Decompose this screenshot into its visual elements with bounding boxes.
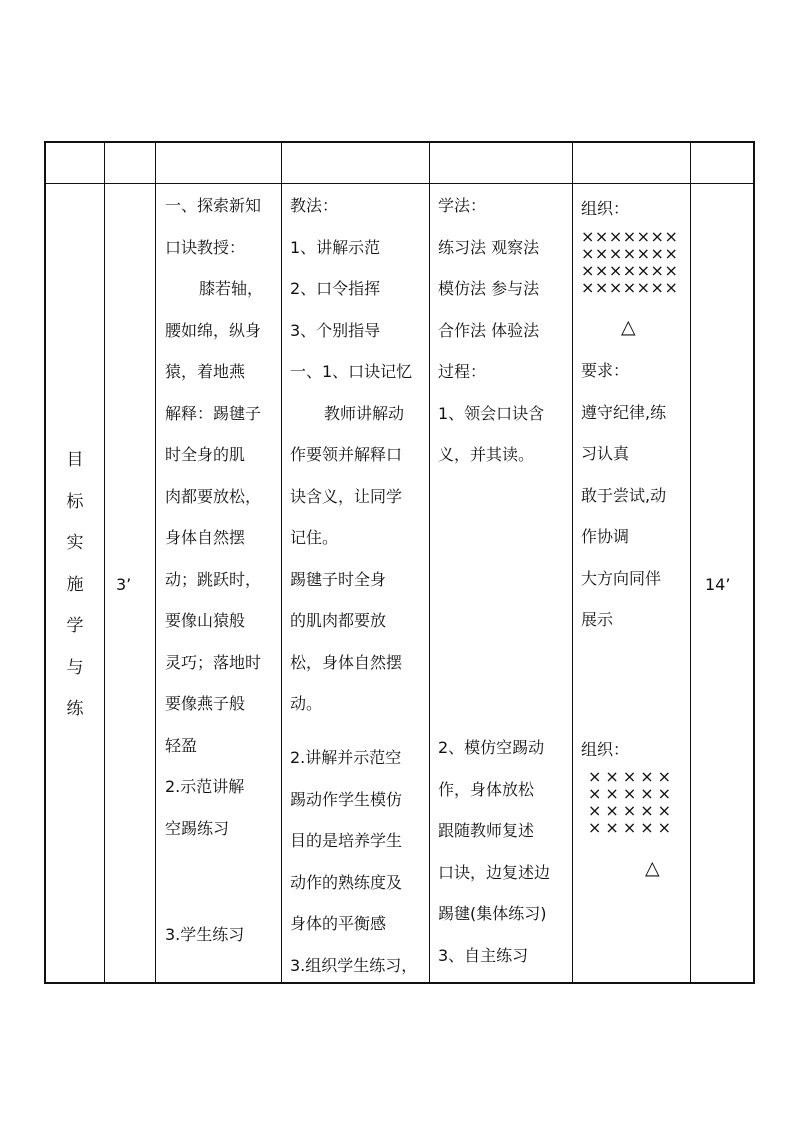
content-practice: 3.学生练习: [165, 925, 245, 944]
section-label-char: 施: [66, 574, 84, 595]
teacher-column: [290, 185, 412, 725]
section-label: [60, 440, 90, 731]
content-title: 一、探索新知: [165, 196, 262, 215]
student-line: 过程：: [438, 362, 487, 381]
requirement-line: 遵守纪律,练: [581, 402, 667, 422]
content-line: 要像燕子般: [165, 694, 246, 713]
col-divider-5: [572, 141, 573, 984]
teacher-line: 2、口令指挥: [290, 279, 381, 298]
teacher-line: 3、个别指导: [290, 320, 381, 340]
teacher-line: 动作的熟练度及: [290, 872, 403, 892]
section-label-char: 实: [66, 533, 84, 553]
requirement-line: 作协调: [581, 527, 630, 546]
content-line: 轻盈: [165, 735, 198, 755]
teacher-line: 作要领并解释口: [290, 445, 403, 464]
formation-row: ×××××××: [581, 244, 679, 263]
content-column: [165, 185, 263, 849]
teacher-line: 2.讲解并示范空: [290, 748, 402, 767]
teacher-line: 诀含义，让同学: [290, 486, 403, 506]
teacher-line: 松，身体自然摆: [290, 652, 403, 672]
col-divider-2: [155, 141, 156, 984]
student-formation: [581, 228, 678, 296]
content-line: 肉都要放松，: [165, 486, 262, 506]
teacher-line: 教法：: [290, 196, 339, 215]
content-line: 解释：踢毽子: [165, 403, 262, 423]
time-cell: 3’: [116, 575, 132, 594]
requirement-line: 大方向同伴: [581, 568, 662, 588]
content-line: 动；跳跃时，: [165, 569, 262, 589]
teacher-line: 记住。: [290, 528, 339, 547]
col-divider-4: [429, 141, 430, 984]
content-line: 腰如绵，纵身: [165, 320, 262, 340]
teacher-line: 一、1、口诀记忆: [290, 362, 413, 381]
teacher-position-mark: △: [621, 316, 636, 338]
student-line: 1、领会口诀含: [438, 403, 545, 423]
section-label-char: 学: [66, 616, 84, 636]
student-formation-2: [588, 768, 675, 836]
requirements-block: [581, 350, 666, 641]
formation-row: ×××××××: [581, 227, 679, 246]
col-divider-1: [104, 141, 105, 984]
organization-label-2: 组织：: [581, 740, 630, 759]
formation-row: ×××××: [588, 784, 676, 803]
content-line: 要像山猿般: [165, 611, 246, 630]
student-line: 跟随教师复述: [438, 821, 535, 840]
student-column-2: [438, 727, 550, 976]
formation-row: ×××××: [588, 767, 676, 786]
student-line: 作，身体放松: [438, 779, 535, 799]
teacher-line: 踢动作学生模仿: [290, 789, 403, 809]
col-divider-6: [690, 141, 691, 984]
student-line: 口诀，边复述边: [438, 862, 551, 882]
student-line: 学法：: [438, 196, 487, 215]
header-row-divider: [44, 183, 755, 184]
teacher-line: 1、讲解示范: [290, 237, 381, 257]
content-line: 口诀教授：: [165, 237, 246, 257]
student-line: 模仿法 参与法: [438, 279, 540, 298]
student-line: 2、模仿空踢动: [438, 738, 545, 757]
requirement-line: 敢于尝试,动: [581, 485, 667, 505]
content-line: 猿，着地燕: [165, 362, 246, 381]
formation-row: ×××××: [588, 818, 676, 837]
col-divider-3: [281, 141, 282, 984]
requirements-label: 要求：: [581, 361, 630, 380]
student-line: 练习法 观察法: [438, 237, 540, 257]
student-line: 义，并其读。: [438, 445, 535, 464]
student-column: [438, 185, 544, 476]
duration-cell: 14’: [705, 575, 731, 594]
content-line: 2.示范讲解: [165, 777, 245, 796]
teacher-line: 踢毽子时全身: [290, 569, 387, 589]
section-label-char: 练: [66, 699, 84, 719]
teacher-line: 教师讲解动: [324, 403, 405, 423]
student-line: 3、自主练习: [438, 945, 529, 965]
organization-label: 组织：: [581, 199, 630, 218]
content-line: 身体自然摆: [165, 528, 246, 547]
teacher-position-mark-2: △: [645, 857, 660, 879]
content-line: 时全身的肌: [165, 445, 246, 464]
content-line: 空踢练习: [165, 818, 230, 838]
content-line: 灵巧；落地时: [165, 652, 262, 672]
teacher-line: 3.组织学生练习，: [290, 955, 418, 975]
section-label-char: 目: [66, 450, 84, 470]
requirement-line: 习认真: [581, 444, 630, 463]
teacher-line: 动。: [290, 694, 323, 713]
section-label-char: 与: [66, 657, 84, 678]
formation-row: ×××××××: [581, 261, 679, 280]
formation-row: ×××××××: [581, 278, 679, 297]
student-line: 合作法 体验法: [438, 320, 540, 340]
teacher-line: 目的是培养学生: [290, 831, 403, 850]
section-label-char: 标: [66, 491, 84, 512]
requirement-line: 展示: [581, 610, 614, 629]
teacher-line: 的肌肉都要放: [290, 611, 387, 630]
teacher-column-2: [290, 737, 417, 986]
content-line: 膝若轴，: [199, 279, 264, 298]
student-line: 踢毽(集体练习): [438, 904, 547, 923]
formation-row: ×××××: [588, 801, 676, 820]
teacher-line: 身体的平衡感: [290, 914, 387, 933]
